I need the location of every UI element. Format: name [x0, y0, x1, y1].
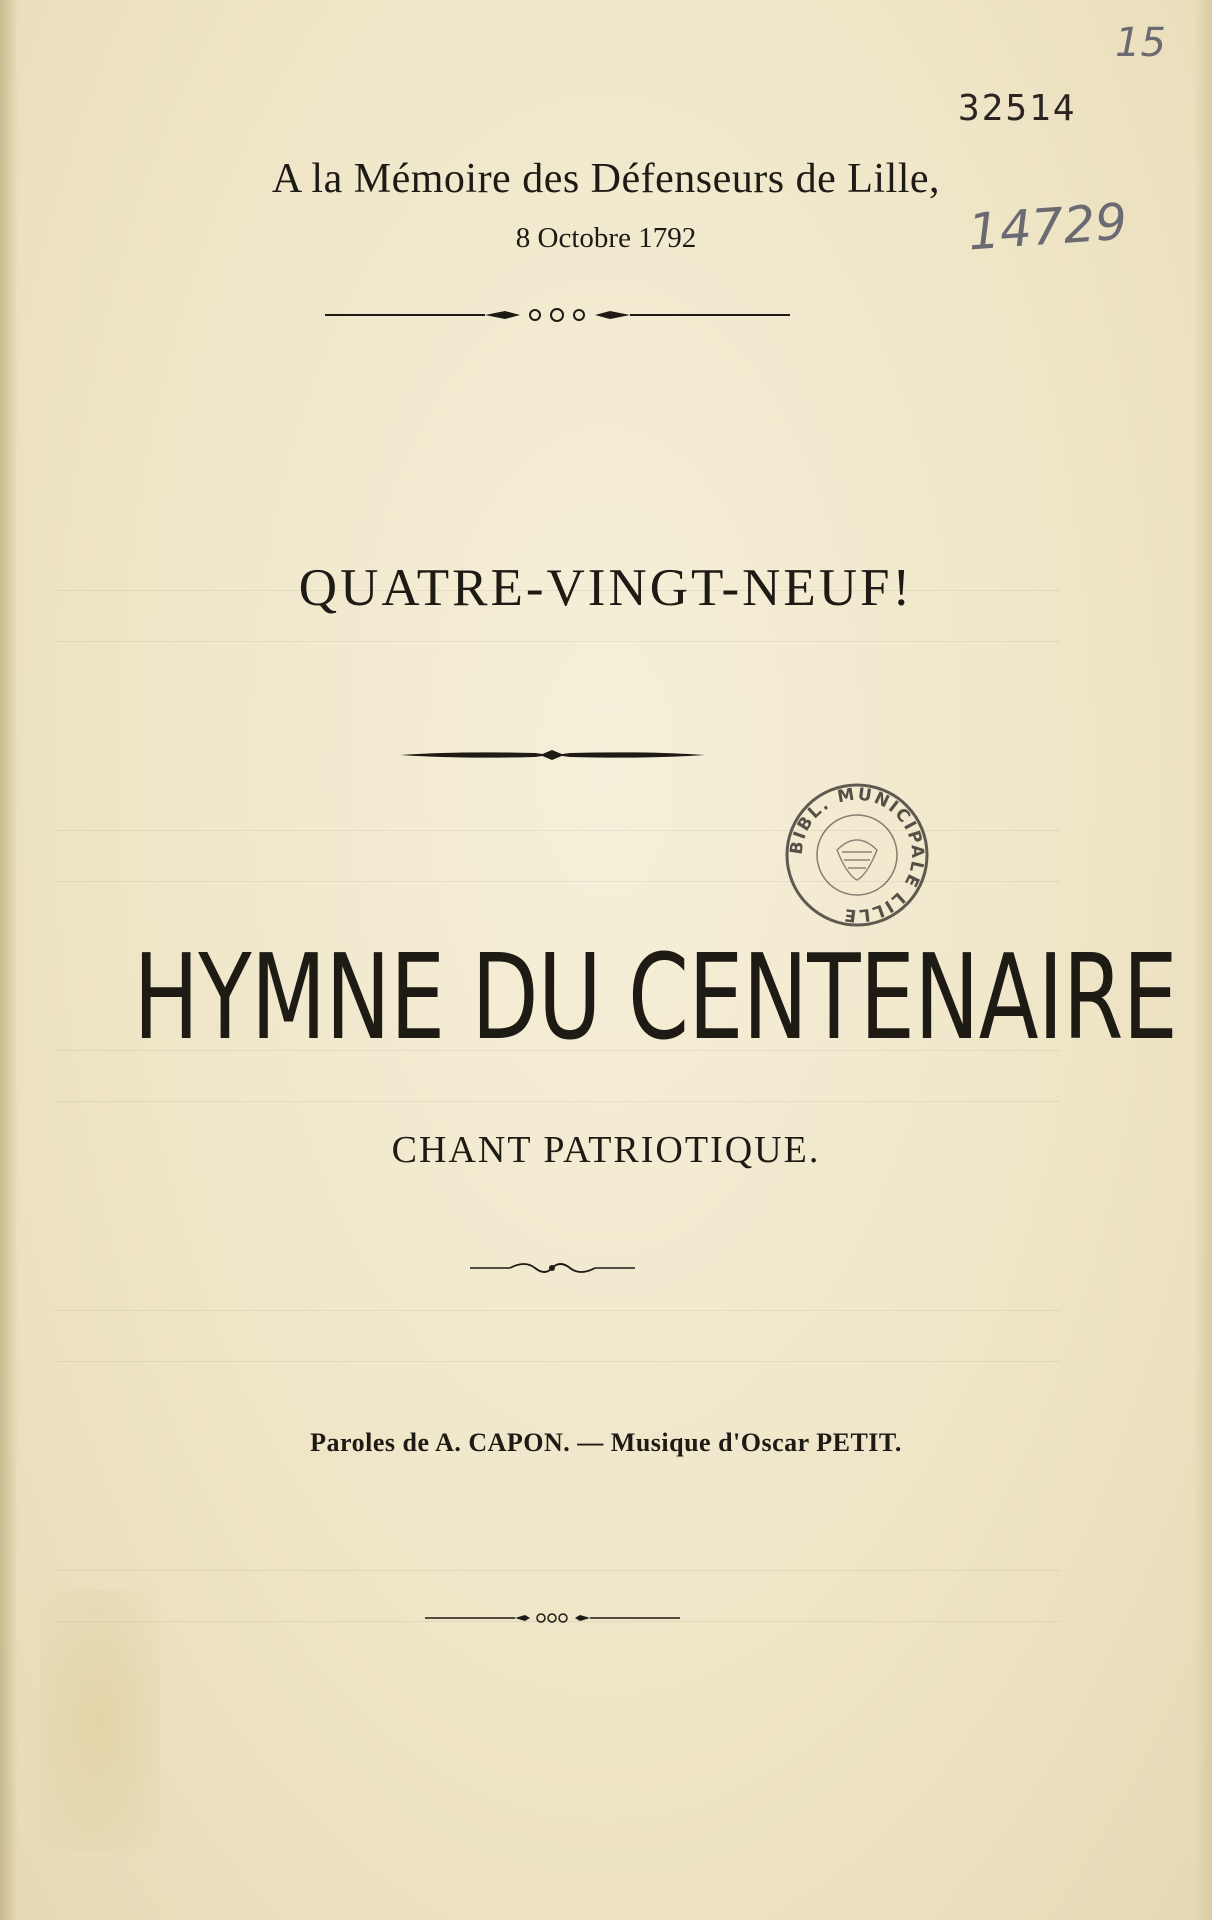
- subtitle-quatre-vingt-neuf: QUATRE-VINGT-NEUF!: [298, 559, 914, 617]
- handwritten-inventory-number: 14729: [966, 192, 1129, 262]
- library-stamp: [782, 780, 932, 930]
- stamp-text: BIBL. MUNICIPALE LILLE: [786, 784, 928, 926]
- main-title: HYMNE DU CENTENAIRE: [133, 930, 1178, 1067]
- dedication-date: 8 Octobre 1792: [515, 222, 697, 254]
- credits-line: Paroles de A. CAPON. — Musique d'Oscar PETIT.: [310, 1428, 902, 1457]
- paper-stain: [40, 1590, 160, 1850]
- ornamental-rule: [325, 305, 790, 325]
- ornamental-rule: [470, 1258, 635, 1278]
- catalog-number: 32514: [958, 88, 1077, 129]
- dedication-line: A la Mémoire des Défenseurs de Lille,: [271, 156, 941, 202]
- ornamental-rule: [400, 745, 705, 765]
- bleed-through-staff: [55, 1310, 1060, 1362]
- right-page-edge: [1194, 0, 1212, 1920]
- left-page-edge: [0, 0, 18, 1920]
- genre-line: CHANT PATRIOTIQUE.: [391, 1129, 821, 1171]
- handwritten-sheet-number: 15: [1115, 20, 1166, 66]
- ornamental-rule: [425, 1608, 680, 1628]
